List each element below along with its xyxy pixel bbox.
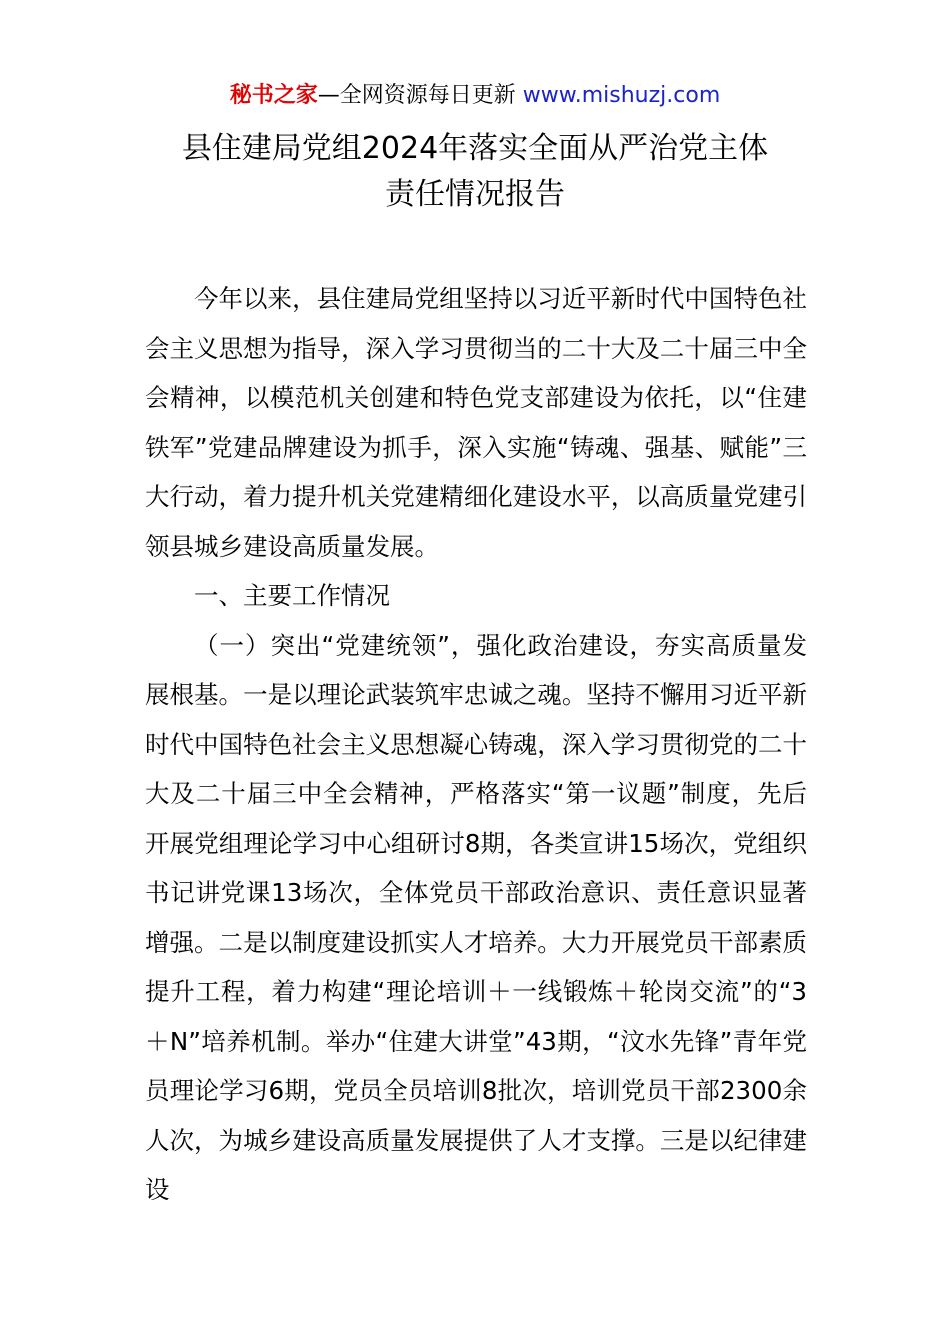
site-url-link[interactable]: www.mishuzj.com xyxy=(522,83,721,108)
site-header xyxy=(0,80,950,112)
document-title xyxy=(120,126,830,218)
intro-paragraph: 今年以来，县住建局党组坚持以习近平新时代中国特色社会主义思想为指导，深入学习贯彻当的二十大及二十届三中全会精神，以模范机关创建和特色党支部建设为依托，以“住建铁军”党建品牌建设为抓手，深入实施“铸魂、强基、赋能”三大行动，着力提升机关党建精细化建设水平，以高质量党建引领县城乡建设高质量发展。 xyxy=(145,284,807,561)
title-line-1: 县住建局党组2024年落实全面从严治党主体 xyxy=(181,131,769,166)
section-heading: 一、主要工作情况 xyxy=(194,581,390,610)
document-body xyxy=(145,274,807,1215)
brand-name: 秘书之家 xyxy=(229,83,318,108)
title-line-2: 责任情况报告 xyxy=(385,177,565,212)
body-paragraph: （一）突出“党建统领”，强化政治建设，夯实高质量发展根基。一是以理论武装筑牢忠诚之魂。坚持不懈用习近平新时代中国特色社会主义思想凝心铸魂，深入学习贯彻党的二十大及二十届三中全会精神，严格落实“第一议题”制度，先后开展党组理论学习中心组研讨8期，各类宣讲15场次，党组织书记讲党课13场次，全体党员干部政治意识、责任意识显著增强。二是以制度建设抓实人才培养。大力开展党员干部素质提升工程，着力构建“理论培训＋一线锻炼＋轮岗交流”的“3＋N”培养机制。举办“住建大讲堂”43期，“汶水先锋”青年党员理论学习6期，党员全员培训8批次，培训党员干部2300余人次，为城乡建设高质量发展提供了人才支撑。三是以纪律建设 xyxy=(145,630,807,1204)
brand-tagline: —全网资源每日更新 xyxy=(317,83,516,108)
